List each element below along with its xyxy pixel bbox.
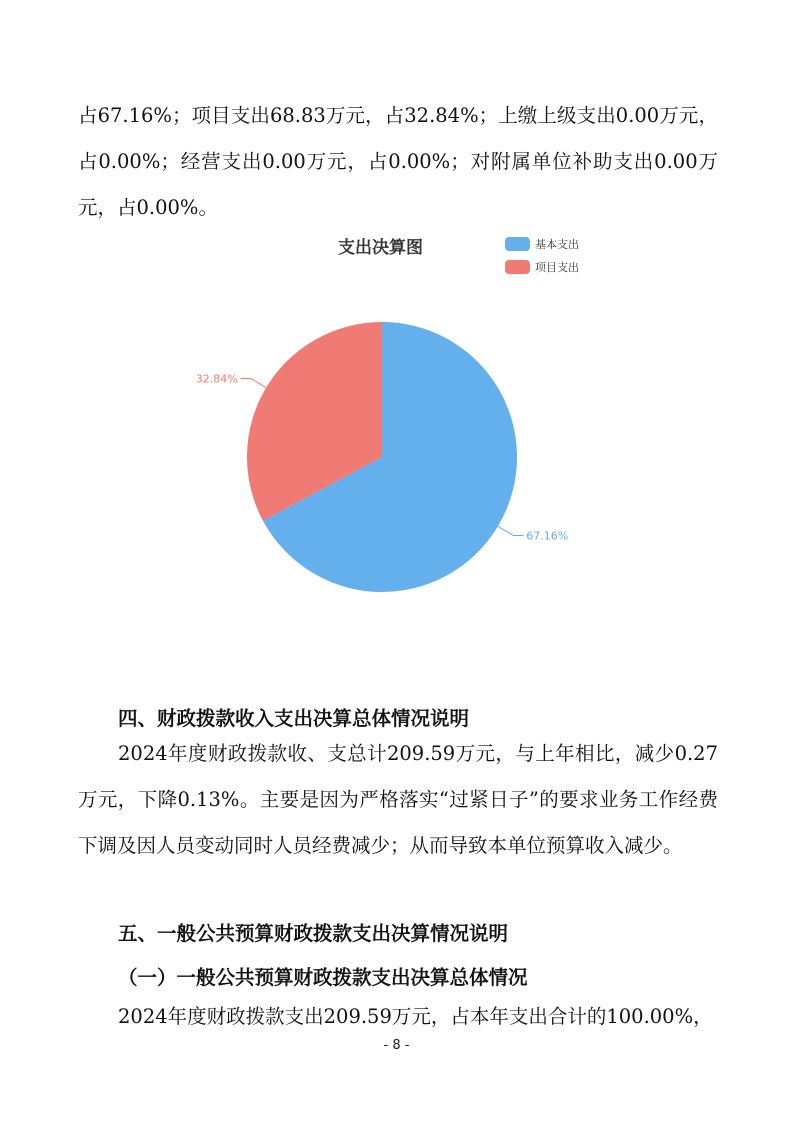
pie-svg (160, 225, 620, 610)
pie-label-project-line (241, 378, 266, 387)
chart-title: 支出决算图 (338, 238, 423, 258)
expenditure-pie-chart (160, 225, 620, 610)
section5-subheading: （一）一般公共预算财政拨款支出决算总体情况 (118, 966, 528, 989)
section4-heading: 四、财政拨款收入支出决算总体情况说明 (118, 707, 470, 730)
section5-body: 2024年度财政拨款支出209.59万元，占本年支出合计的100.00%， (118, 1005, 713, 1028)
pie-label-project: 32.84% (195, 372, 238, 386)
pie-label-basic: 67.16% (526, 529, 569, 543)
legend-label-basic: 基本支出 (535, 238, 579, 251)
pie-label-basic-line (498, 526, 523, 535)
section5-heading: 五、一般公共预算财政拨款支出决算情况说明 (118, 922, 509, 945)
page-number: - 8 - (383, 1038, 410, 1053)
paragraph-expenditure-breakdown: 占67.16%；项目支出68.83万元，占32.84%；上缴上级支出0.00万元，占0.00%；经营支出0.00万元，占0.00%；对附属单位补助支出0.00万元，占0.00%。 (78, 104, 718, 219)
legend-label-project: 项目支出 (535, 261, 579, 274)
section4-body: 2024年度财政拨款收、支总计209.59万元，与上年相比，减少0.27万元，下降0.13%。主要是因为严格落实“过紧日子”的要求业务工作经费下调及因人员变动同时人员经费减少；从而导致本单位预算收入减少。 (78, 742, 718, 857)
